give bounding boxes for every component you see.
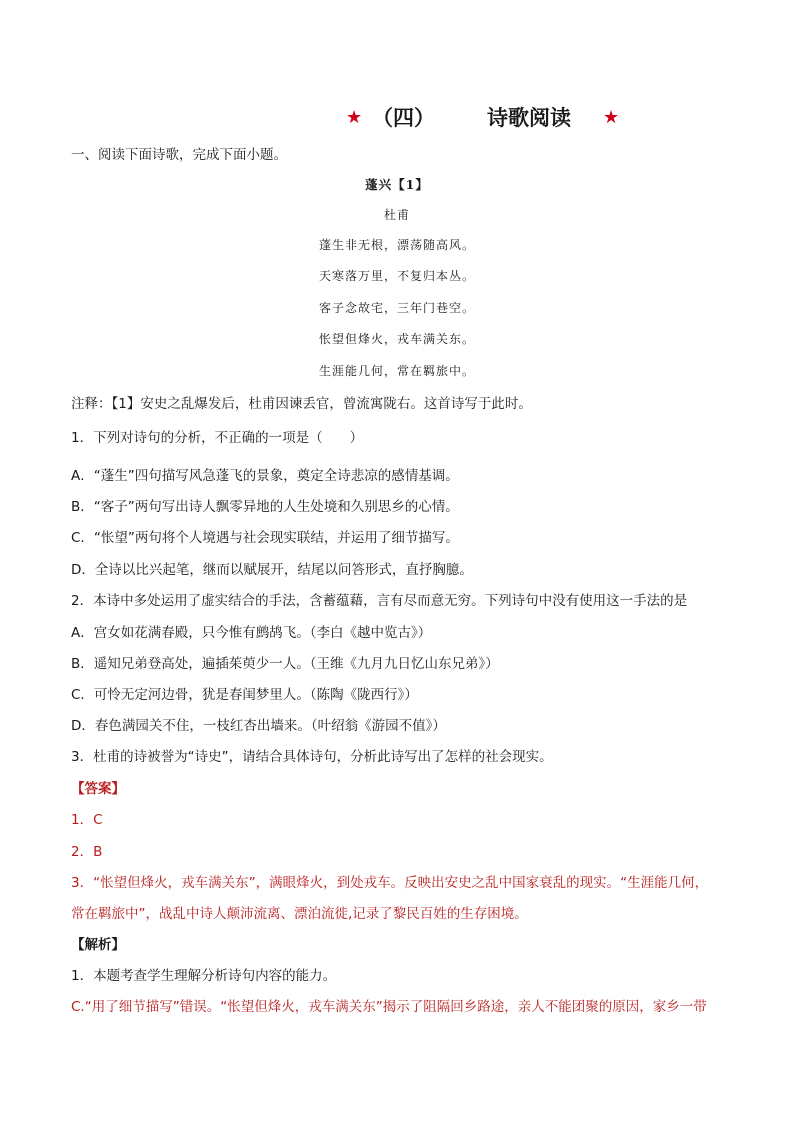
poem-line: 天寒落万里，不复归本丛。 xyxy=(318,269,475,283)
poem-line: 蓬生非无根，漂荡随高风。 xyxy=(318,238,475,252)
poem-title: 蓬兴【1】 xyxy=(365,177,429,192)
question-2-option-a: A．宫女如花满春殿，只今惟有鹧鸪飞。（李白《越中览古》） xyxy=(71,625,432,641)
question-2-option-c: C．可怜无定河边骨，犹是春闺梦里人。（陈陶《陇西行》） xyxy=(71,687,418,703)
page-title xyxy=(0,103,794,133)
section-instruction: 一、阅读下面诗歌，完成下面小题。 xyxy=(71,147,287,163)
question-2-option-b: B．遥知兄弟登高处，遍插茱萸少一人。（王维《九月九日忆山东兄弟》） xyxy=(71,656,499,672)
answer-label: 【答案】 xyxy=(71,781,125,797)
analysis-line-2: C.“用了细节描写”错误。“怅望但烽火，戎车满关东”揭示了阻隔回乡路途，亲人不能团聚的原因，家乡一带 xyxy=(71,999,707,1015)
title-number: （四） xyxy=(372,105,435,130)
poem-author: 杜甫 xyxy=(383,208,410,222)
poem-note xyxy=(71,395,532,413)
answer-2: 2．B xyxy=(71,844,103,860)
question-1-option-d: D．全诗以比兴起笔，继而以赋展开，结尾以问答形式，直抒胸臆。 xyxy=(71,562,473,578)
answer-3-line2: 常在羁旅中”，战乱中诗人颠沛流离、漂泊流徙,记录了黎民百姓的生存困境。 xyxy=(71,906,528,922)
question-1-option-c: C．“怅望”两句将个人境遇与社会现实联结，并运用了细节描写。 xyxy=(71,530,459,546)
analysis-line-1: 1．本题考查学生理解分析诗句内容的能力。 xyxy=(71,968,337,984)
poem-line: 客子念故宅，三年门巷空。 xyxy=(318,301,475,315)
question-2-stem: 2．本诗中多处运用了虚实结合的手法，含蓄蕴藉，言有尽而意无穷。下列诗句中没有使用这一手法的是 xyxy=(71,593,688,609)
poem-line: 生涯能几何，常在羁旅中。 xyxy=(318,364,475,378)
analysis-label: 【解析】 xyxy=(71,937,125,953)
note-label: 注释： xyxy=(71,396,112,412)
star-icon: ★ xyxy=(603,107,620,128)
question-1-option-b: B．“客子”两句写出诗人飘零异地的人生处境和久别思乡的心情。 xyxy=(71,499,459,515)
title-text: 诗歌阅读 xyxy=(487,105,571,130)
answer-3-line1: 3．“怅望但烽火，戎车满关东”，满眼烽火，到处戎车。反映出安史之乱中国家衰乱的现实。“生涯能几何， xyxy=(71,875,709,891)
star-icon: ★ xyxy=(346,107,363,128)
note-text: 【1】安史之乱爆发后，杜甫因谏丢官，曾流寓陇右。这首诗写于此时。 xyxy=(111,396,532,412)
question-1-option-a: A．“蓬生”四句描写风急蓬飞的景象，奠定全诗悲凉的感情基调。 xyxy=(71,468,459,484)
question-3-stem: 3．杜甫的诗被誉为“诗史”，请结合具体诗句，分析此诗写出了怎样的社会现实。 xyxy=(71,749,553,765)
poem-line: 怅望但烽火，戎车满关东。 xyxy=(318,332,475,346)
question-2-option-d: D．春色满园关不住，一枝红杏出墙来。（叶绍翁《游园不值》） xyxy=(71,718,446,734)
answer-1: 1．C xyxy=(71,812,103,828)
question-1-stem: 1．下列对诗句的分析，不正确的一项是（ ） xyxy=(71,430,364,446)
